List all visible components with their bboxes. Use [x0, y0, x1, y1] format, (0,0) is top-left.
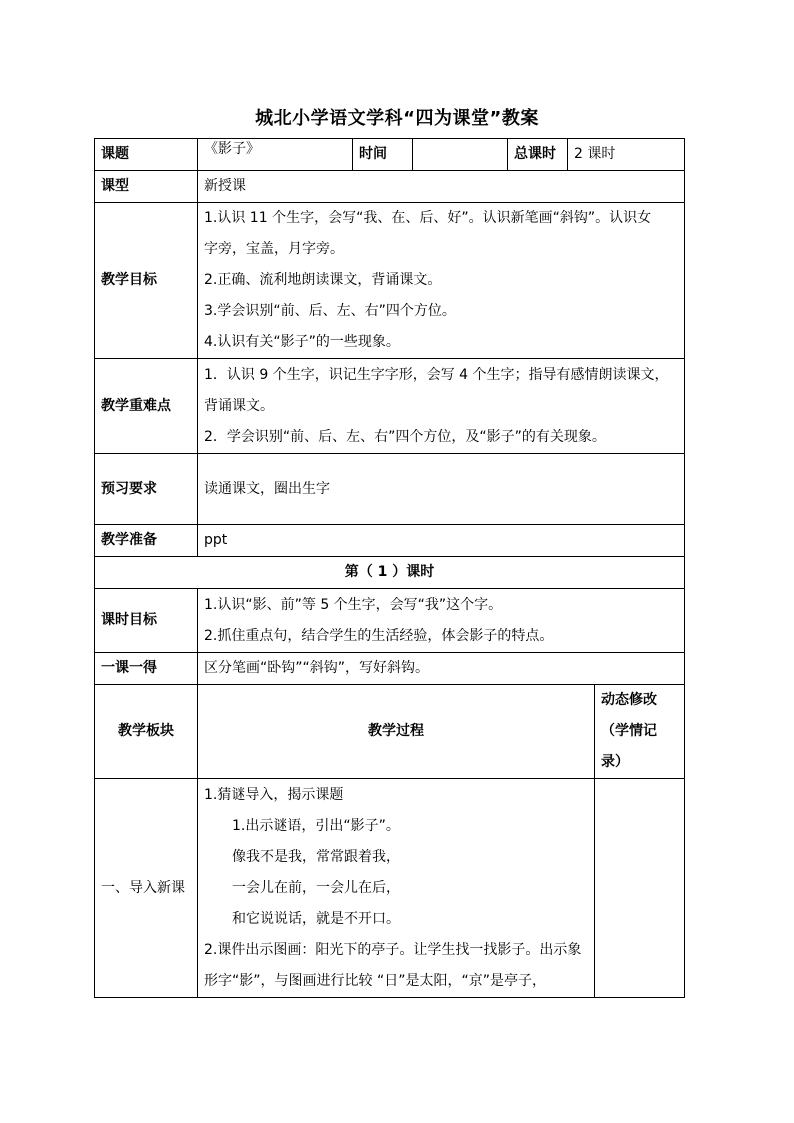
section1-line: 形字“影”，与图画进行比较 “日”是太阳，“京”是亭子， — [204, 972, 546, 989]
prep-row — [95, 525, 685, 557]
session-goals-label: 课时目标 — [95, 589, 198, 653]
goals-row — [95, 203, 685, 359]
lesson-plan-table — [94, 138, 685, 998]
session-heading-row — [95, 557, 685, 589]
total-hours-value: 2 课时 — [568, 139, 685, 171]
goals-content — [198, 203, 685, 359]
section1-row — [95, 779, 685, 998]
preview-row — [95, 454, 685, 525]
lesson-type-value: 新授课 — [198, 171, 685, 203]
preview-value: 读通课文，圈出生字 — [198, 454, 685, 525]
session-goals-line: 2.抓住重点句，结合学生的生活经验，体会影子的特点。 — [204, 627, 554, 644]
section1-content — [198, 779, 595, 998]
topic-label: 课题 — [95, 139, 198, 171]
session-goals-row — [95, 589, 685, 653]
key-points-content — [198, 359, 685, 454]
session-goals-content — [198, 589, 685, 653]
section1-label: 一、导入新课 — [95, 779, 198, 998]
block-header: 教学板块 — [95, 685, 198, 779]
header-row — [95, 139, 685, 171]
document-title: 城北小学语文学科“四为课堂”教案 — [255, 108, 539, 129]
section1-line: 和它说说话，就是不开口。 — [232, 910, 400, 927]
total-hours-label: 总课时 — [508, 139, 568, 171]
preview-label: 预习要求 — [95, 454, 198, 525]
lesson-type-label: 课型 — [95, 171, 198, 203]
takeaway-row — [95, 653, 685, 685]
goals-label: 教学目标 — [95, 203, 198, 359]
goals-line: 4.认识有关“影子”的一些现象。 — [204, 334, 400, 350]
takeaway-label: 一课一得 — [95, 653, 198, 685]
lesson-type-row — [95, 171, 685, 203]
time-value — [413, 139, 508, 171]
time-label: 时间 — [353, 139, 413, 171]
key-points-line: 背诵课文。 — [204, 397, 274, 414]
key-points-line: 1．认识 9 个生字，识记生字字形，会写 4 个生字；指导有感情朗读课文， — [204, 366, 669, 383]
dynamic-notes-header-line: （学情记 — [601, 723, 657, 739]
dynamic-notes-header-line: 动态修改 — [601, 692, 657, 708]
key-points-label: 教学重难点 — [95, 359, 198, 454]
takeaway-value: 区分笔画“卧钩”“斜钩”，写好斜钩。 — [198, 653, 685, 685]
section1-line: 一会儿在前，一会儿在后， — [232, 879, 400, 896]
process-header-row — [95, 685, 685, 779]
session-goals-line: 1.认识“影、前”等 5 个生字，会写“我”这个字。 — [204, 596, 503, 613]
prep-value: ppt — [198, 525, 685, 557]
topic-value: 《影子》 — [198, 139, 353, 171]
goals-line: 1.认识 11 个生字，会写“我、在、后、好”。认识新笔画“斜钩”。认识女 — [204, 210, 652, 226]
goals-line: 字旁，宝盖，月字旁。 — [204, 241, 344, 257]
goals-line: 2.正确、流利地朗读课文，背诵课文。 — [204, 272, 442, 288]
prep-label: 教学准备 — [95, 525, 198, 557]
section1-line: 像我不是我，常常跟着我， — [232, 848, 400, 865]
section1-line: 1.猜谜导入，揭示课题 — [204, 786, 344, 803]
session-heading: 第（ 1 ）课时 — [95, 557, 685, 589]
goals-line: 3.学会识别“前、后、左、右”四个方位。 — [204, 303, 456, 319]
key-points-line: 2．学会识别“前、后、左、右”四个方位，及“影子”的有关现象。 — [204, 428, 606, 445]
section1-notes — [595, 779, 685, 998]
dynamic-notes-header — [595, 685, 685, 779]
process-header: 教学过程 — [198, 685, 595, 779]
key-points-row — [95, 359, 685, 454]
section1-line: 1.出示谜语，引出“影子”。 — [232, 817, 400, 834]
dynamic-notes-header-line: 录） — [601, 754, 629, 770]
section1-line: 2.课件出示图画：阳光下的亭子。让学生找一找影子。出示象 — [204, 941, 582, 958]
